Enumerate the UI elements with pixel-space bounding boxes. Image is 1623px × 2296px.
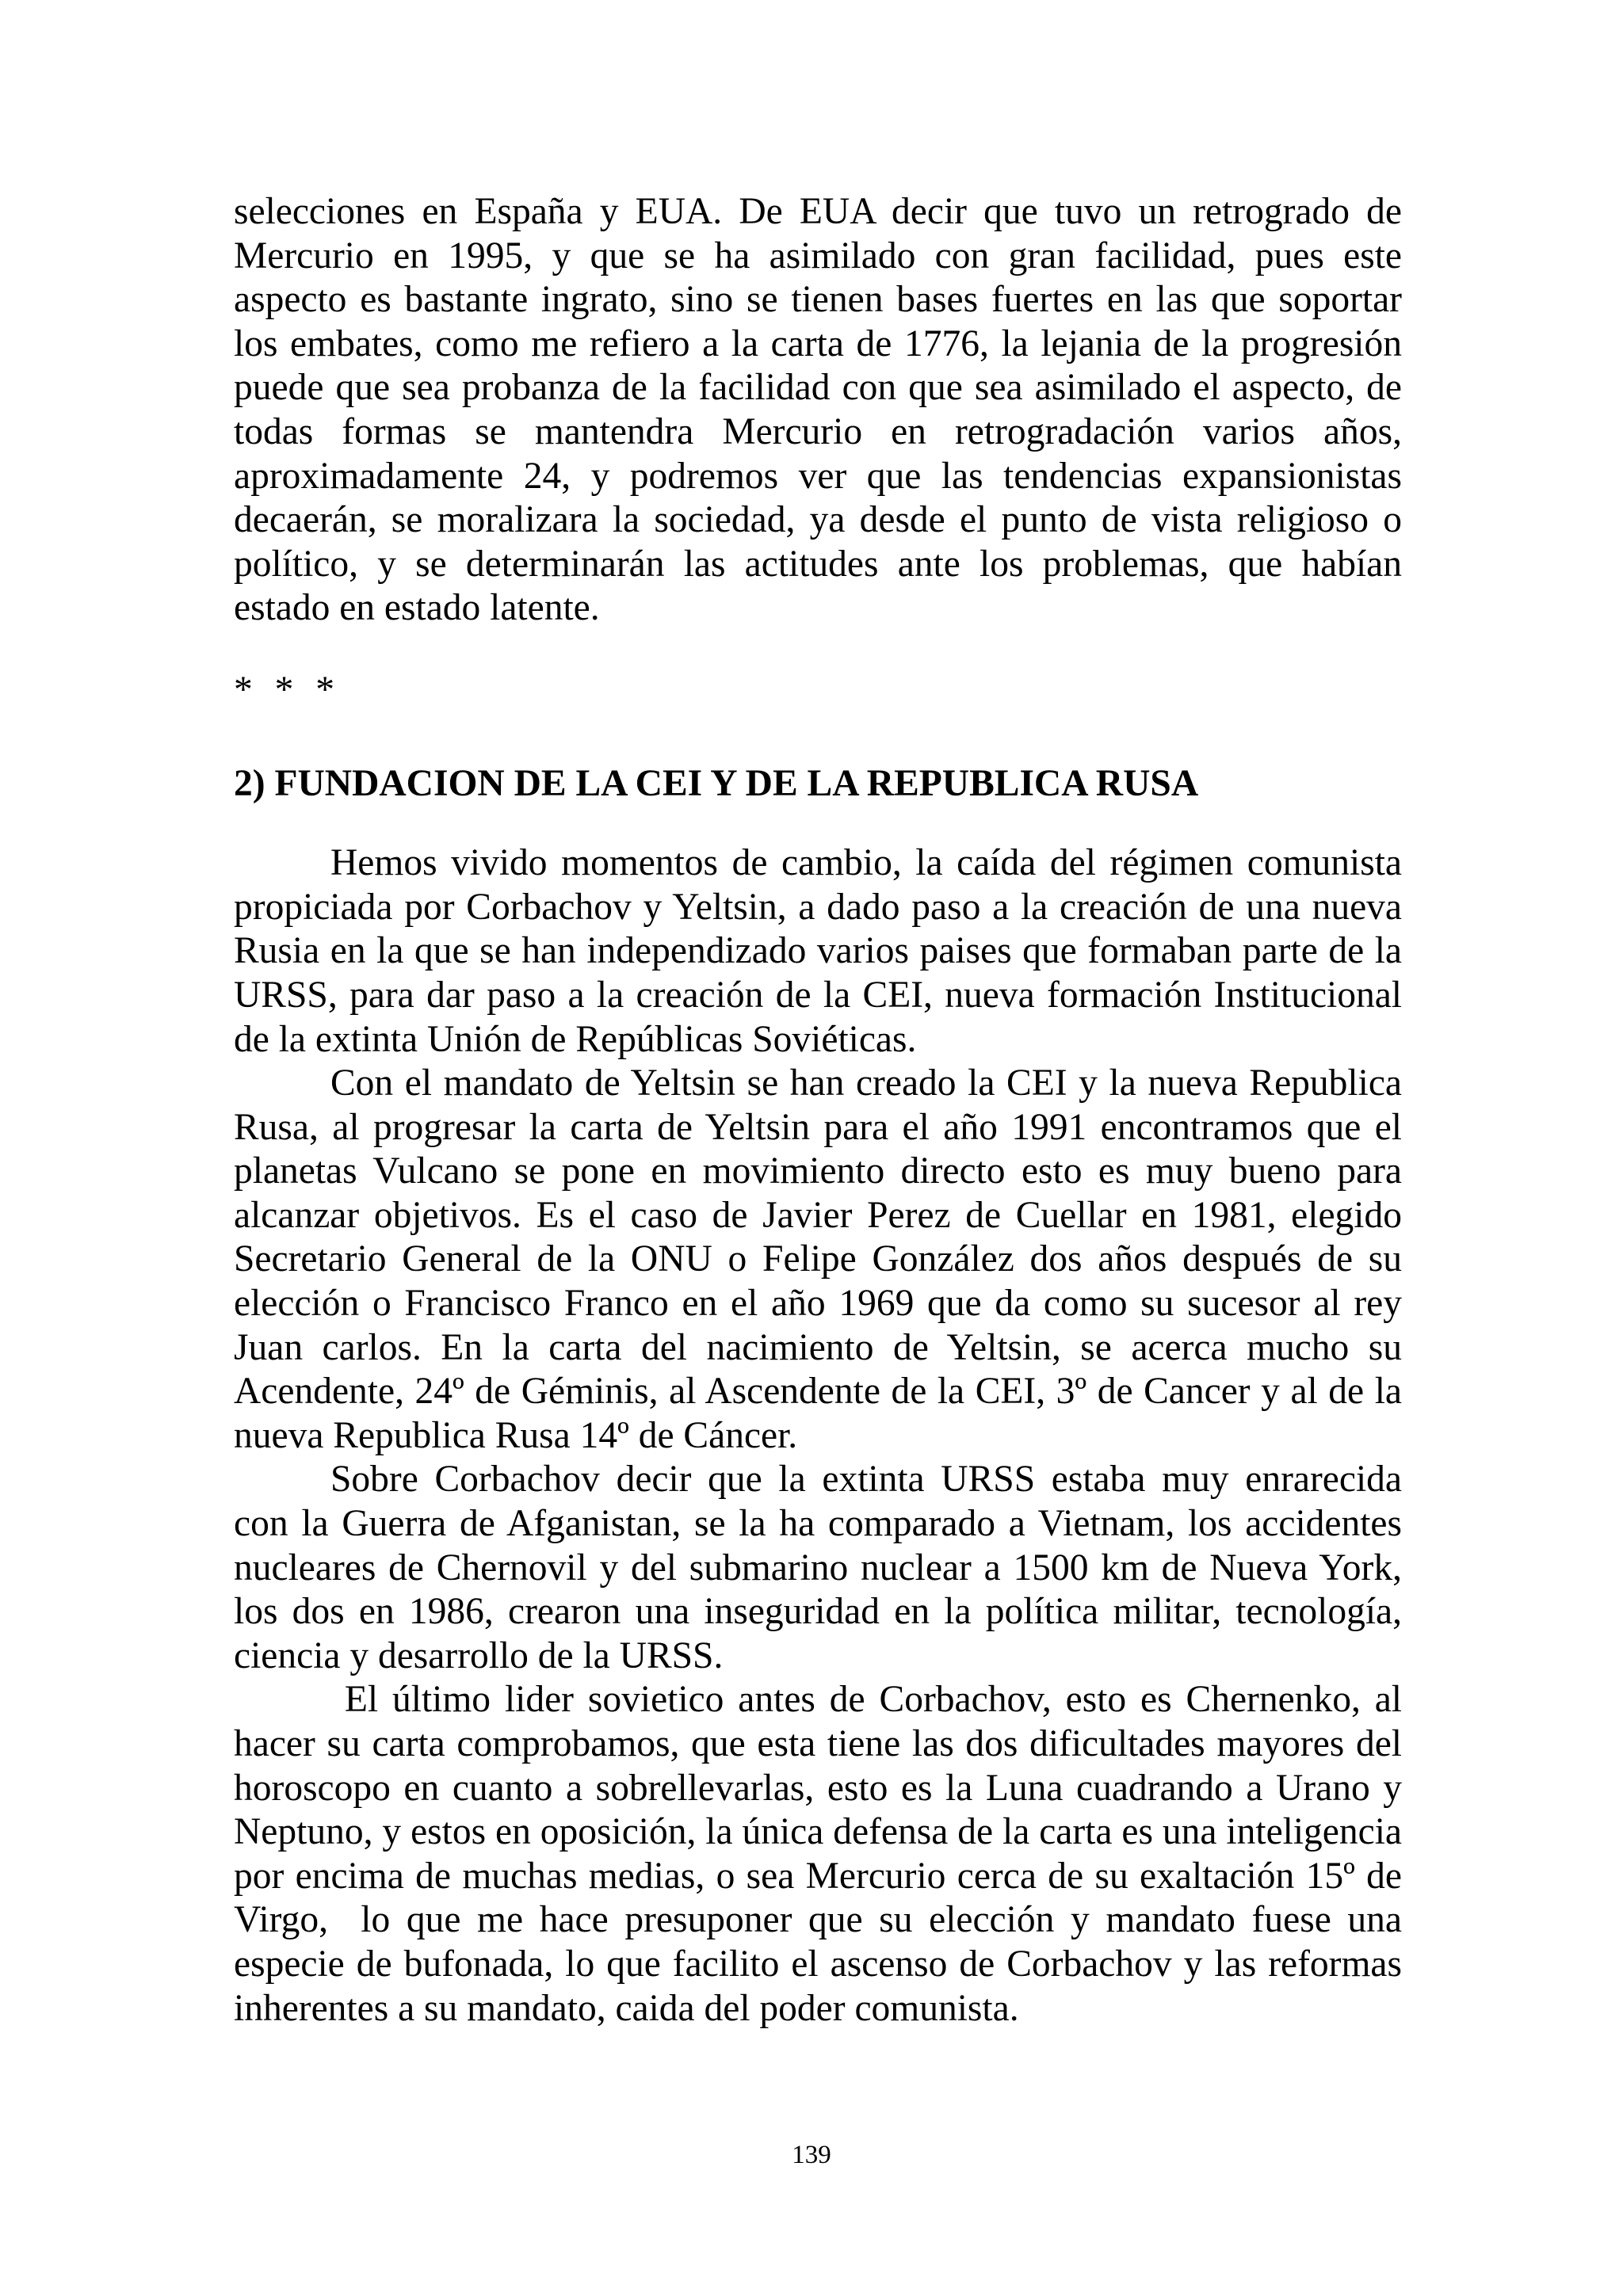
section-separator: * * * bbox=[234, 669, 341, 711]
paragraph-1: Hemos vivido momentos de cambio, la caída del régimen comunista propiciada por Corbachov y Yeltsin, a dado paso a la creación de una nueva Rusia en la que se han independizado varios paises que formaban parte de la URSS, para dar paso a la creación de la CEI, nueva formación Institucional de la extinta Unión de Repúblicas Soviéticas. bbox=[234, 842, 1402, 1060]
paragraph-4: El último lider sovietico antes de Corbachov, esto es Chernenko, al hacer su carta comprobamos, que esta tiene las dos dificultades mayores del horoscopo en cuanto a sobrellevarlas, esto es la Luna cuadrando a Urano y Neptuno, y estos en oposición, la única defensa de la carta es una inteligencia por encima de muchas medias, o sea Mercurio cerca de su exaltación 15º de Virgo, lo que me hace presuponer que su elección y mandato fuese una especie de bufonada, lo que facilito el ascenso de Corbachov y las reformas inherentes a su mandato, caida del poder comunista. bbox=[234, 1679, 1411, 2029]
paragraph-2: Con el mandato de Yeltsin se han creado la CEI y la nueva Republica Rusa, al progresar la carta de Yeltsin para el año 1991 encontramos que el planetas Vulcano se pone en movimiento directo esto es muy bueno para alcanzar objetivos. Es el caso de Javier Perez de Cuellar en 1981, elegido Secretario General de la ONU o Felipe González dos años después de su elección o Francisco Franco en el año 1969 que da como su sucesor al rey Juan carlos. En la carta del nacimiento de Yeltsin, se acerca mucho su Acendente, 24º de Géminis, al Ascendente de la CEI, 3º de Cancer y al de la nueva Republica Rusa 14º de Cáncer. bbox=[234, 1062, 1402, 1456]
page-number: 139 bbox=[792, 2141, 831, 2169]
section-heading: 2) FUNDACION DE LA CEI Y DE LA REPUBLICA RUSA bbox=[234, 762, 1199, 804]
paragraph-3: Sobre Corbachov decir que la extinta URSS estaba muy enrarecida con la Guerra de Afganistan, se la ha comparado a Vietnam, los accidentes nucleares de Chernovil y del submarino nuclear a 1500 km de Nueva York, los dos en 1986, crearon una inseguridad en la política militar, tecnología, ciencia y desarrollo de la URSS. bbox=[234, 1459, 1402, 1676]
page-body bbox=[234, 190, 1411, 2031]
intro-paragraph: selecciones en España y EUA. De EUA decir que tuvo un retrogrado de Mercurio en 1995, y que se ha asimilado con gran facilidad, pues este aspecto es bastante ingrato, sino se tienen bases fuertes en las que soportar los embates, como me refiero a la carta de 1776, la lejania de la progresión puede que sea probanza de la facilidad con que sea asimilado el aspecto, de todas formas se mantendra Mercurio en retrogradación varios años, aproximadamente 24, y podremos ver que las tendencias expansionistas decaerán, se moralizara la sociedad, ya desde el punto de vista religioso o político, y se determinarán las actitudes ante los problemas, que habían estado en estado latente. bbox=[234, 191, 1402, 629]
